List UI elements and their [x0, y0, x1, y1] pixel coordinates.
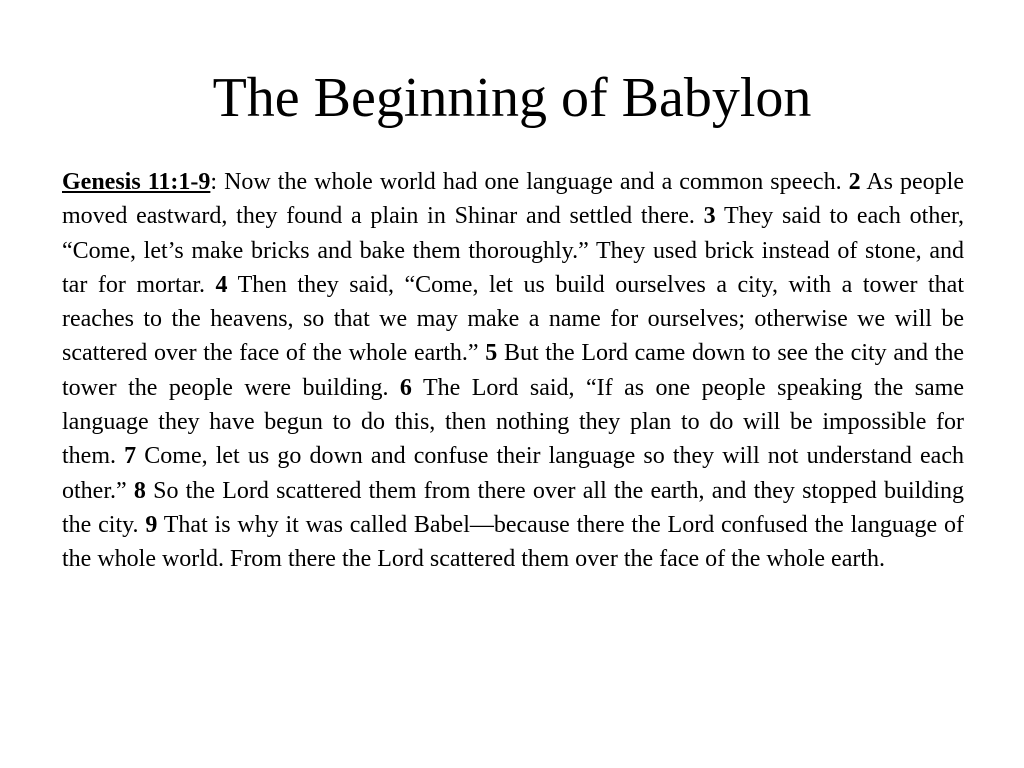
verse-number: 9 [145, 511, 158, 538]
scripture-passage [62, 165, 964, 577]
verse-number: 3 [703, 203, 716, 230]
verse-number: 4 [215, 271, 228, 298]
verse-number: 5 [485, 340, 498, 367]
reference-colon: : [210, 169, 225, 195]
verse-number: 6 [399, 374, 412, 401]
verse-number: 8 [133, 477, 146, 504]
scripture-reference: Genesis 11:1-9 [62, 169, 211, 195]
verse-6-text: The Lord said, “If as one people speaking the same language they have begun to do this, then nothing they plan to do will be impossible for them. [62, 374, 964, 470]
verse-8-text: So the Lord scattered them from there over all the earth, and they stopped building the city. [62, 477, 965, 538]
slide-title: The Beginning of Babylon [212, 67, 812, 129]
verse-1-text: Now the whole world had one language and a common speech. [224, 169, 849, 195]
verse-5-text: But the Lord came down to see the city and the tower the people were building. [62, 340, 965, 401]
verse-4-text: Then they said, “Come, let us build ourselves a city, with a tower that reaches to the heavens, so that we may make a name for ourselves; otherwise we will be scattered over the face of the whole earth.” [62, 271, 964, 367]
verse-9-text: That is why it was called Babel—because there the Lord confused the language of the whole world. From there the Lord scattered them over the face of the whole earth. [62, 511, 965, 573]
verse-3-text: They said to each other, “Come, let’s make bricks and bake them thoroughly.” They used brick instead of stone, and tar for mortar. [62, 203, 965, 298]
verse-2-text: As people moved eastward, they found a plain in Shinar and settled there. [62, 169, 964, 230]
verse-number: 7 [124, 443, 137, 470]
verse-number: 2 [848, 169, 861, 195]
verse-7-text: Come, let us go down and confuse their language so they will not understand each other.” [62, 443, 964, 504]
